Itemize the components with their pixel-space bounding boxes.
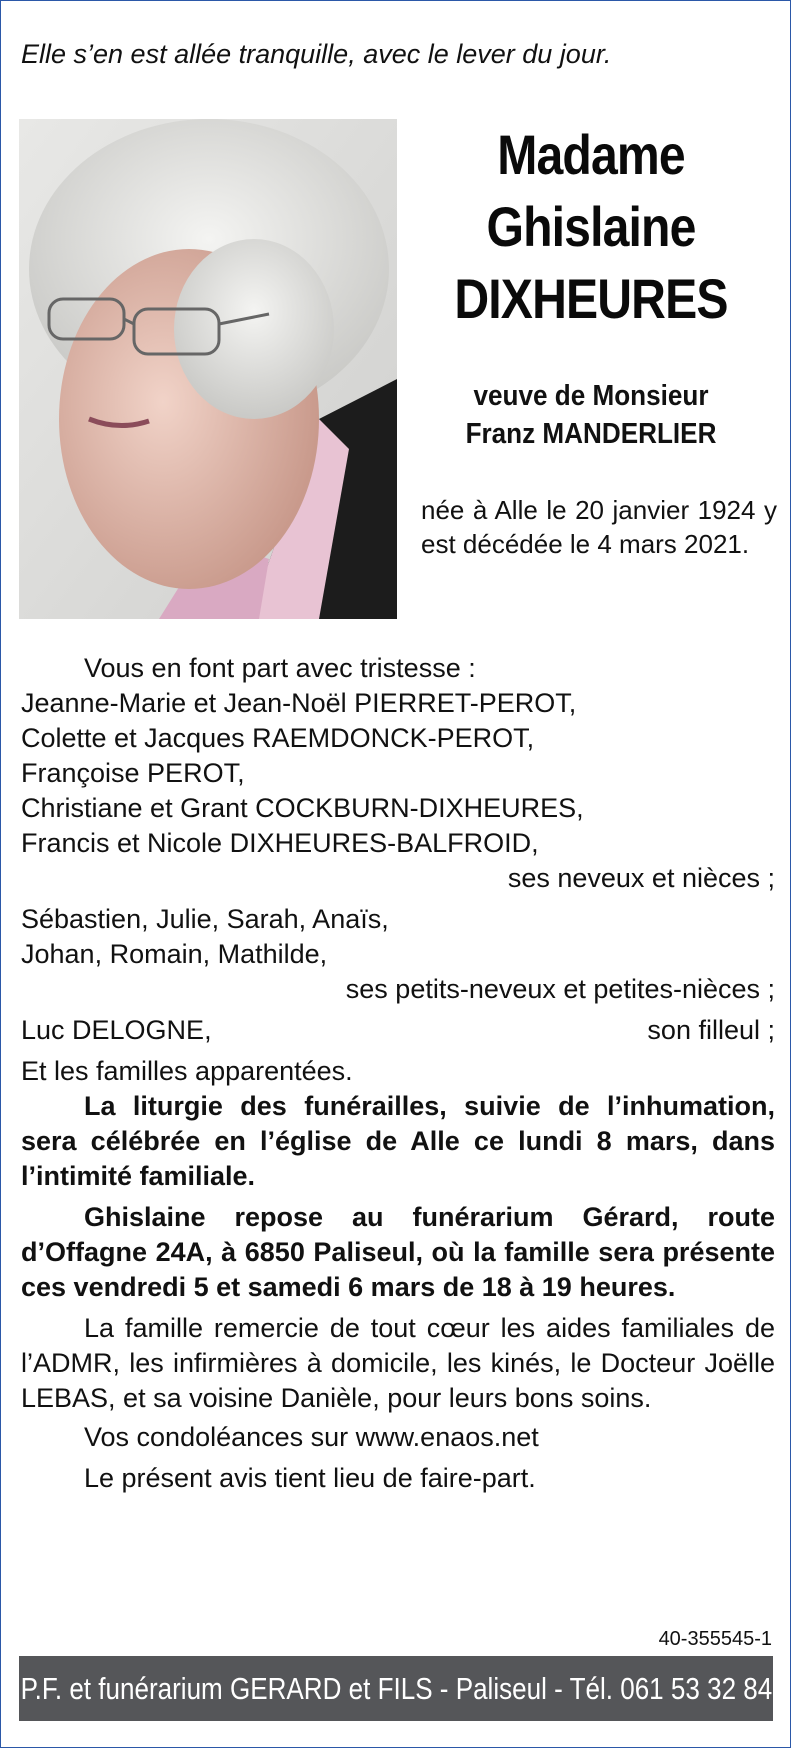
godson-label: son filleul ; <box>647 1015 775 1045</box>
widow-of <box>425 377 758 453</box>
notice-line: Le présent avis tient lieu de faire-part. <box>84 1463 536 1493</box>
widow-line-2: Franz MANDERLIER <box>465 418 717 450</box>
nephew-line: Françoise PEROT, <box>21 758 245 788</box>
epigraph: Elle s’en est allée tranquille, avec le lever du jour. <box>21 39 612 69</box>
widow-line-1: veuve de Monsieur <box>473 380 709 412</box>
name-title: Madame <box>497 123 685 186</box>
nephew-line: Francis et Nicole DIXHEURES-BALFROID, <box>21 828 539 858</box>
nephew-line: Christiane et Grant COCKBURN-DIXHEURES, <box>21 793 584 823</box>
portrait-photo <box>19 119 397 619</box>
grand-nephews-label: ses petits-neveux et petites-nièces ; <box>345 974 775 1004</box>
funeral-home-text: P.F. et funérarium GERARD et FILS - Paliseul - Tél. 061 53 32 84 <box>20 1670 772 1706</box>
godson-row <box>21 1013 775 1048</box>
visitation-paragraph: Ghislaine repose au funérarium Gérard, route d’Offagne 24A, à 6850 Paliseul, où la famille sera présente ces vendredi 5 et samedi 6 mars de 18 à 19 heures. <box>21 1202 775 1302</box>
funeral-home-banner <box>19 1656 773 1721</box>
godson-name: Luc DELOGNE, <box>21 1015 212 1045</box>
funeral-paragraph: La liturgie des funérailles, suivie de l’inhumation, sera célébrée en l’église de Alle ce lundi 8 mars, dans l’intimité familiale. <box>21 1091 775 1191</box>
condolences-line: Vos condoléances sur www.enaos.net <box>84 1422 539 1452</box>
portrait-photo-illustration <box>19 119 397 619</box>
nephew-line: Colette et Jacques RAEMDONCK-PEROT, <box>21 723 535 753</box>
nephews-label: ses neveux et nièces ; <box>507 863 775 893</box>
reference-number: 40-355545-1 <box>658 1628 772 1650</box>
related-families: Et les familles apparentées. <box>21 1056 353 1086</box>
birth-death-text: née à Alle le 20 janvier 1924 y est décédée le 4 mars 2021. <box>421 495 777 559</box>
grand-nephew-line: Sébastien, Julie, Sarah, Anaïs, <box>21 904 389 934</box>
name-first: Ghislaine <box>486 195 696 258</box>
nephew-line: Jeanne-Marie et Jean-Noël PIERRET-PEROT, <box>21 688 577 718</box>
grand-nephew-line: Johan, Romain, Mathilde, <box>21 939 328 969</box>
name-last: DIXHEURES <box>454 267 728 330</box>
intro-line: Vous en font part avec tristesse : <box>84 653 476 683</box>
family-section <box>21 651 775 1496</box>
deceased-name <box>406 119 776 335</box>
thanks-paragraph: La famille remercie de tout cœur les aides familiales de l’ADMR, les infirmières à domicile, les kinés, le Docteur Joëlle LEBAS, et sa voisine Danièle, pour leurs bons soins. <box>21 1313 775 1413</box>
